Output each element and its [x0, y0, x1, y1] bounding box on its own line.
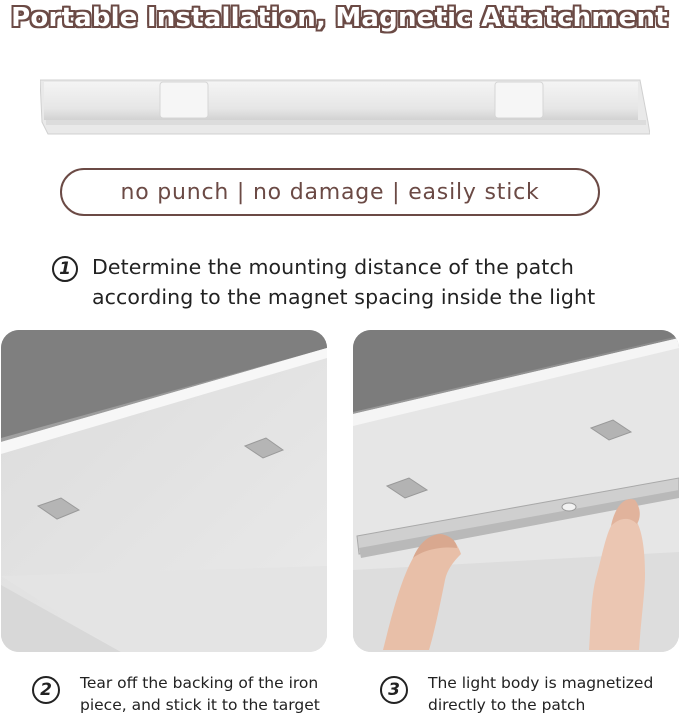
step-3-text: The light body is magnetized directly to the patch	[428, 674, 654, 714]
step-3-number: 3	[380, 676, 408, 704]
step-3-photo	[353, 330, 679, 652]
step-1-number: 1	[52, 256, 78, 282]
step-1-text: Determine the mounting distance of the patch according to the magnet spacing inside the light	[92, 255, 596, 309]
light-bar-image	[40, 78, 650, 138]
step-2-photo	[1, 330, 327, 652]
step-2-number: 2	[32, 676, 60, 704]
step-2-text: Tear off the backing of the iron piece, and stick it to the target	[80, 674, 320, 714]
feature-tagline: no punch | no damage | easily stick	[60, 168, 600, 216]
page-title: Portable Installation, Magnetic Attatchment	[11, 3, 668, 33]
